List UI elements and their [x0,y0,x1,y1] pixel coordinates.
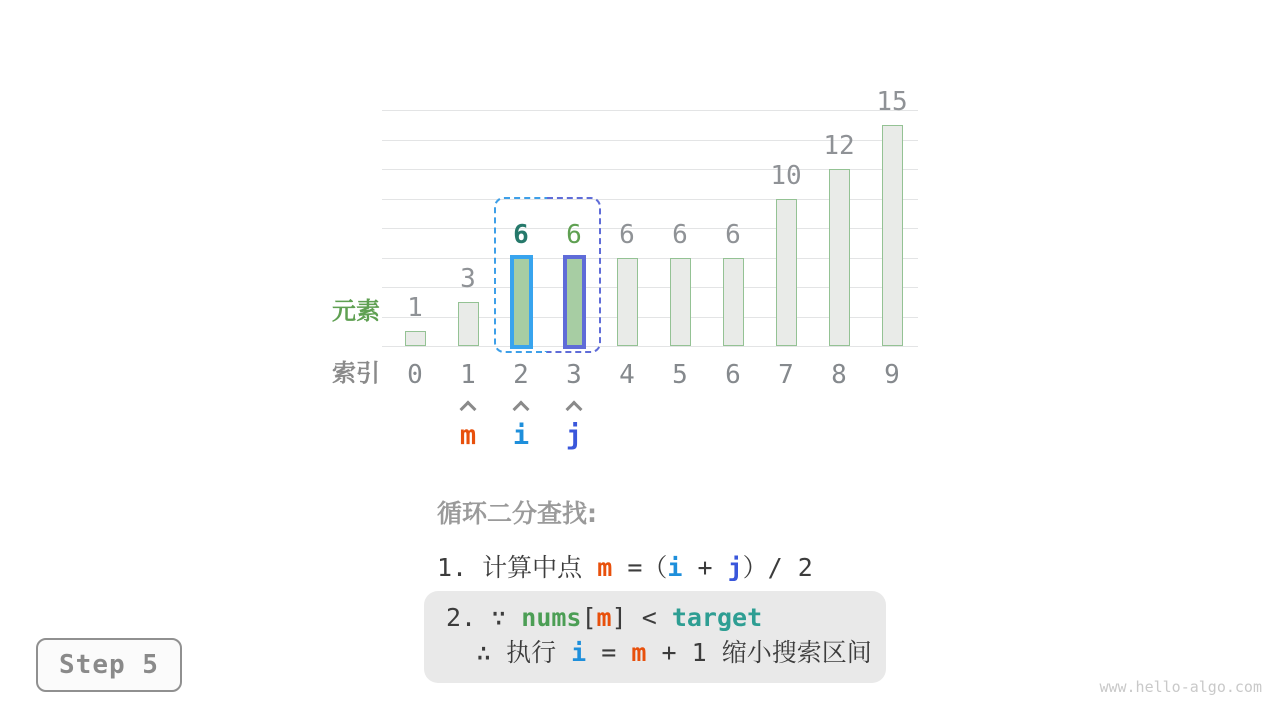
bar [405,331,426,346]
pointer-label-m: m [459,420,477,451]
bar-value-label: 10 [770,160,802,191]
pointer-up-arrow-icon [460,401,477,418]
text-token: target [671,603,763,632]
text-token: ] < [611,603,672,632]
element-axis-label: 元素 [332,297,380,325]
deduction-line-2 [476,635,886,670]
text-token: + [682,553,728,582]
gridline [382,110,918,111]
bar-value-label: 6 [566,219,582,250]
index-label: 4 [619,360,635,390]
index-label: 7 [778,360,794,390]
text-token: m [596,603,612,632]
bar [882,125,903,346]
index-label: 6 [725,360,741,390]
index-label: 2 [513,360,529,390]
bar [458,302,479,346]
pointer-label-j: j [565,420,583,451]
text-token: i [667,553,683,582]
bar-value-label: 12 [823,131,855,161]
midpoint-formula-line [437,548,813,584]
deduction-line-1 [446,600,886,635]
search-range-box-left [494,197,547,353]
bar-value-label: 15 [876,86,908,117]
bar [723,258,744,347]
pointer-label-i: i [512,420,530,451]
text-token: [ [581,603,597,632]
watermark: www.hello-algo.com [1099,678,1262,696]
deduction-note-box [424,591,886,683]
bar-value-label: 6 [725,219,741,250]
caption-title: 循环二分查找: [437,499,597,528]
text-token: = [586,638,632,667]
step-badge-label: Step 5 [59,650,159,680]
text-token: i [571,638,587,667]
text-token: ∴ 执行 [476,638,572,667]
text-token: 2. ∵ [446,603,522,632]
index-label: 0 [407,360,423,390]
text-token: =（ [612,553,668,582]
text-token: 1. 计算中点 [437,553,598,582]
bar-value-label: 1 [407,293,423,324]
bar [776,199,797,347]
bar [617,258,638,347]
index-label: 1 [460,360,476,390]
text-token: ）/ 2 [742,553,813,582]
bar-value-label: 3 [460,263,476,294]
text-token: + 1 缩小搜索区间 [646,638,872,667]
bar-value-label: 6 [619,219,635,250]
pointer-up-arrow-icon [566,401,583,418]
bar [670,258,691,347]
step-badge [36,638,182,692]
search-range-box-right [547,197,600,353]
pointer-up-arrow-icon [513,401,530,418]
gridline [382,346,918,347]
index-axis-label: 索引 [332,359,380,387]
bar [829,169,850,346]
index-label: 8 [831,360,847,390]
index-label: 5 [672,360,688,390]
index-label: 9 [884,360,900,390]
text-token: m [631,638,647,667]
bar-value-label: 6 [672,219,688,250]
text-token: nums [521,603,582,632]
bar-value-label: 6 [513,219,529,250]
text-token: m [597,553,613,582]
index-label: 3 [566,360,582,390]
text-token: j [727,553,743,582]
